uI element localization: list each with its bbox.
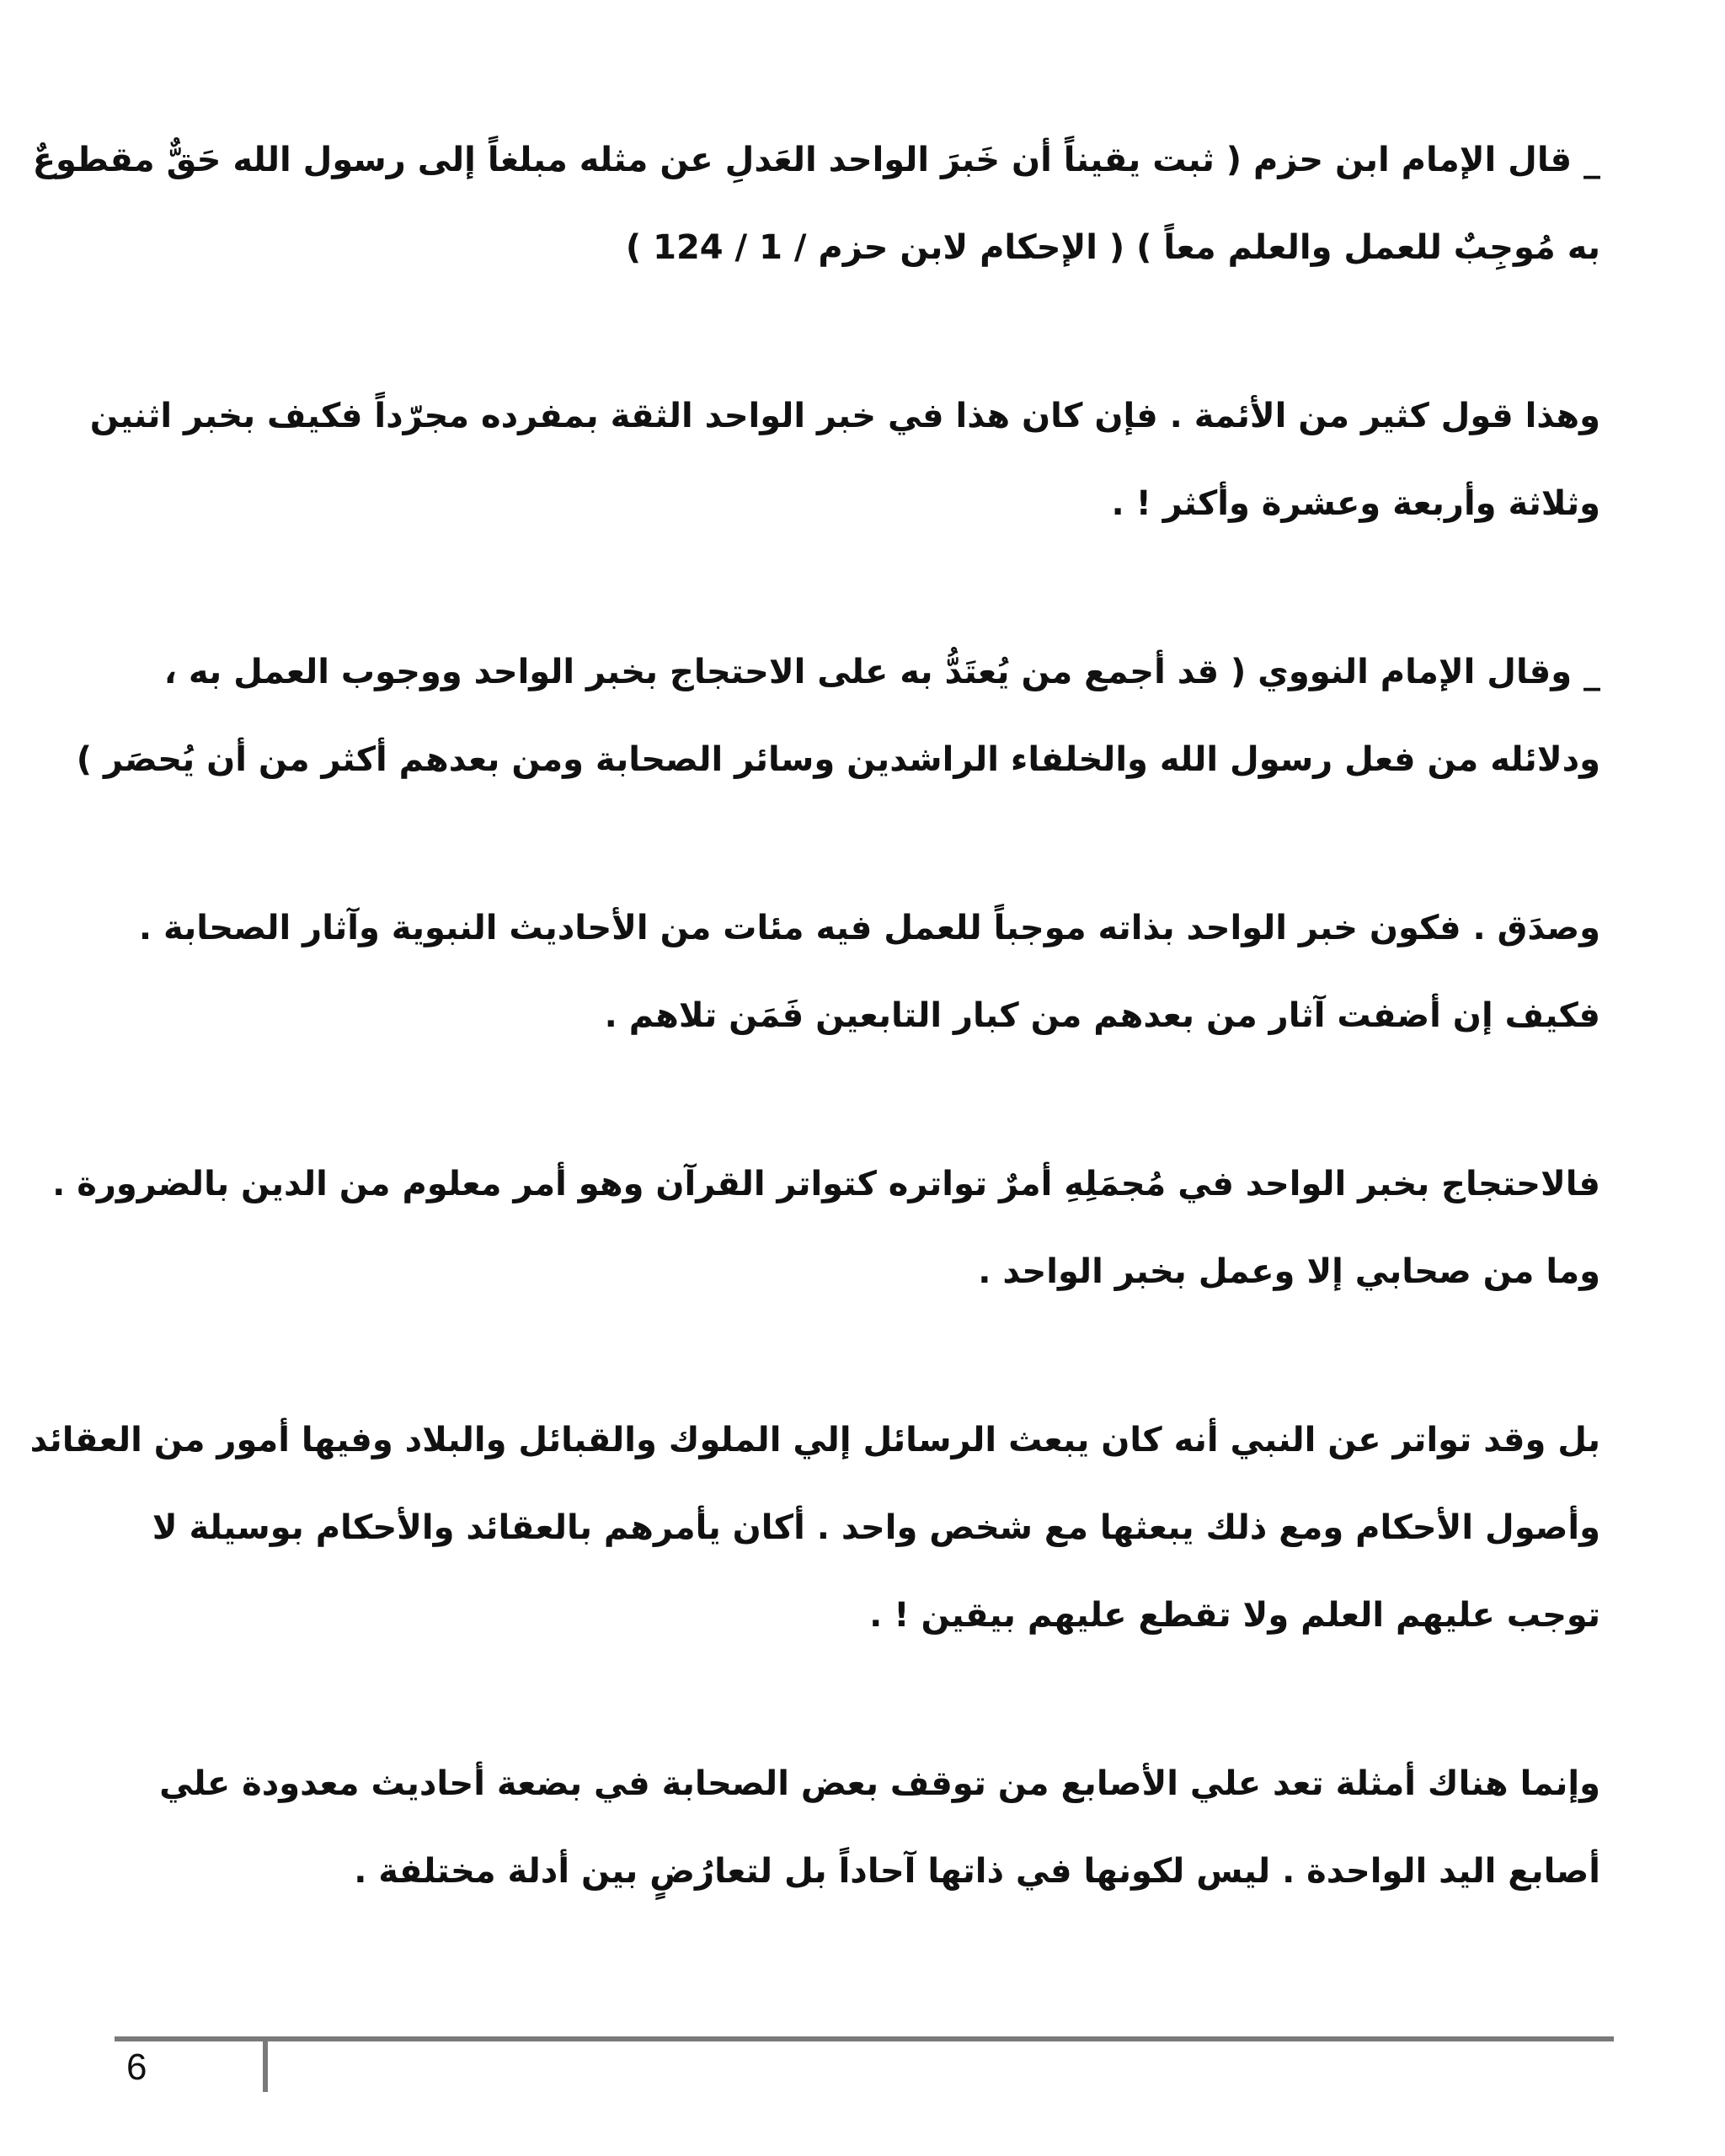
page-number: 6 [126,2047,147,2088]
paragraph-prophet-letters [29,1396,1600,1659]
footer-divider [263,2036,268,2092]
text-line: وصدَق . فكون خبر الواحد بذاته موجباً للعمل فيه مئات من الأحاديث النبوية وآثار الصحابة . [138,909,1600,947]
text-line: وما من صحابي إلا وعمل بخبر الواحد . [978,1252,1600,1291]
text-line: ودلائله من فعل رسول الله والخلفاء الراشدين وسائر الصحابة ومن بعدهم أكثر من أن يُحصَر ) [76,740,1600,779]
paragraph-imams-view [89,372,1600,547]
paragraph-ibn-hazm-quote [32,116,1600,291]
paragraph-consensus [52,1140,1600,1315]
text-line: وأصول الأحكام ومع ذلك يبعثها مع شخص واحد . أكان يأمرهم بالعقائد والأحكام بوسيلة لا [152,1508,1600,1547]
footer-rule [115,2036,1614,2041]
text-line: توجب عليهم العلم ولا تقطع عليهم بيقين ! . [869,1596,1600,1635]
text-line: وثلاثة وأربعة وعشرة وأكثر ! . [1111,484,1600,523]
text-line: فالاحتجاج بخبر الواحد في مُجمَلِهِ أمرٌ تواتره كتواتر القرآن وهو أمر معلوم من الدين بالضرورة . [52,1165,1600,1203]
text-line: وهذا قول كثير من الأئمة . فإن كان هذا في خبر الواحد الثقة بمفرده مجرّداً فكيف بخبر اثنين [89,397,1600,435]
text-line: _ قال الإمام ابن حزم ( ثبت يقيناً أن خَبرَ الواحد العَدلِ عن مثله مبلغاً إلى رسول الله حَقٌّ مقطوعٌ [32,141,1600,179]
paragraph-nawawi-quote [76,628,1600,803]
text-line: بل وقد تواتر عن النبي أنه كان يبعث الرسائل إلي الملوك والقبائل والبلاد وفيها أمور من العقائد [29,1421,1600,1460]
text-line: به مُوجِبٌ للعمل والعلم معاً ) ( الإحكام لابن حزم / 1 / 124 ) [625,228,1600,267]
page-body [29,116,1600,1996]
text-line: فكيف إن أضفت آثار من بعدهم من كبار التابعين فَمَن تلاهم . [604,996,1600,1035]
paragraph-exceptions [159,1740,1600,1915]
text-line: _ وقال الإمام النووي ( قد أجمع من يُعتَدُّ به على الاحتجاج بخبر الواحد ووجوب العمل به ، [163,653,1600,691]
text-line: وإنما هناك أمثلة تعد علي الأصابع من توقف بعض الصحابة في بضعة أحاديث معدودة علي [159,1764,1600,1803]
text-line: أصابع اليد الواحدة . ليس لكونها في ذاتها آحاداً بل لتعارُضٍ بين أدلة مختلفة . [354,1852,1600,1891]
paragraph-evidence [138,884,1600,1059]
